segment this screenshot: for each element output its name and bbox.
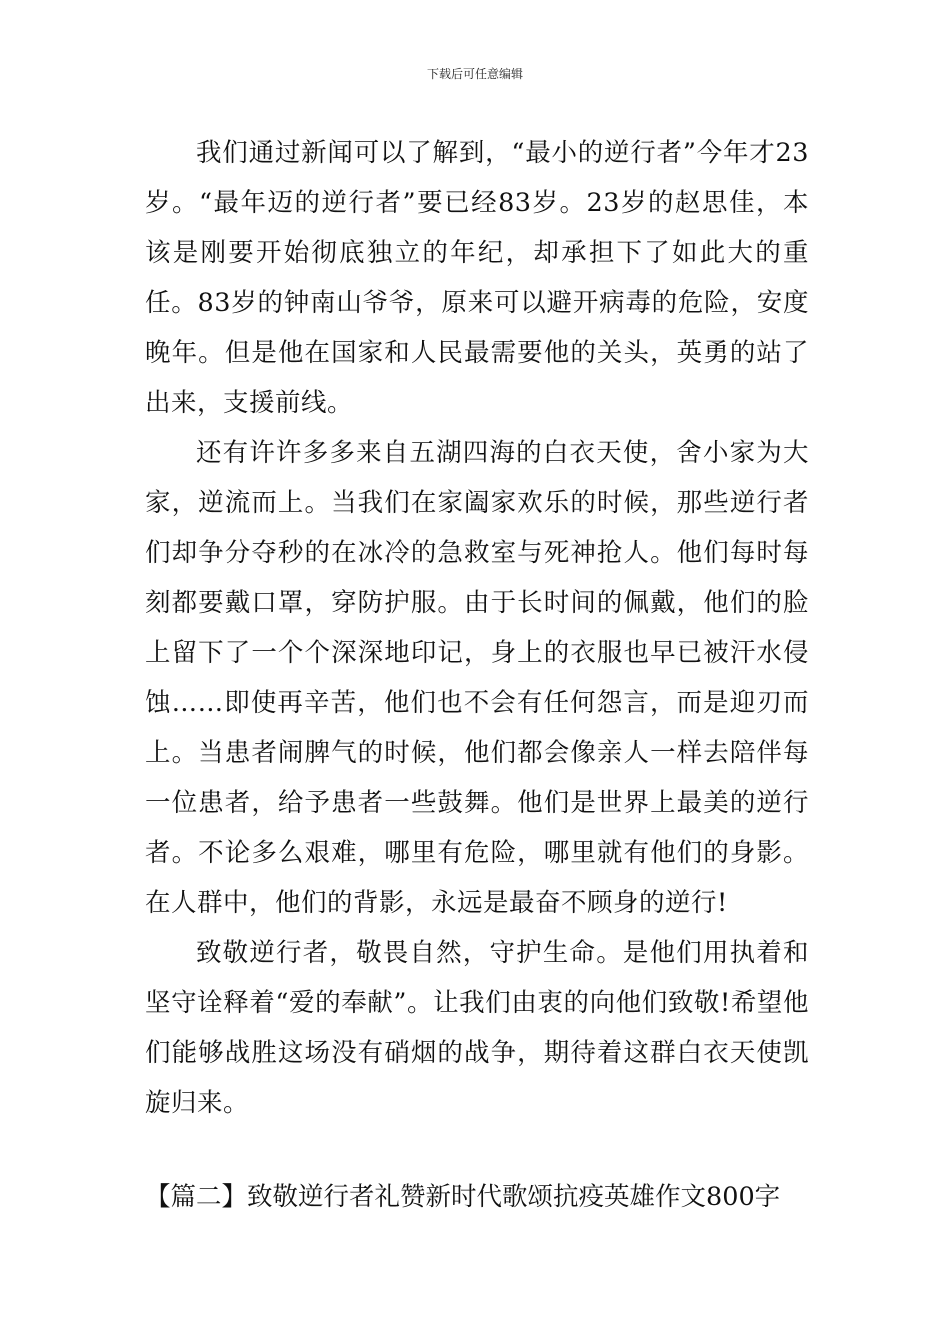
section-heading: 【篇二】致敬逆行者礼赞新时代歌颂抗疫英雄作文800字 bbox=[145, 1182, 781, 1212]
paragraph-1: 我们通过新闻可以了解到，“最小的逆行者”今年才23岁。“最年迈的逆行者”要已经83岁。23岁的赵思佳，本该是刚要开始彻底独立的年纪，却承担下了如此大的重任。83岁的钟南山爷爷，原来可以避开病毒的危险，安度晚年。但是他在国家和人民最需要他的关头，英勇的站了出来，支援前线。 bbox=[145, 138, 809, 418]
paragraph-2: 还有许许多多来自五湖四海的白衣天使，舍小家为大家，逆流而上。当我们在家阖家欢乐的时候，那些逆行者们却争分夺秒的在冰冷的急救室与死神抢人。他们每时每刻都要戴口罩，穿防护服。由于长时间的佩戴，他们的脸上留下了一个个深深地印记，身上的衣服也早已被汗水侵蚀……即使再辛苦，他们也不会有任何怨言，而是迎刃而上。当患者闹脾气的时候，他们都会像亲人一样去陪伴每一位患者，给予患者一些鼓舞。他们是世界上最美的逆行者。不论多么艰难，哪里有危险，哪里就有他们的身影。在人群中，他们的背影，永远是最奋不顾身的逆行! bbox=[145, 438, 809, 918]
page-header-note: 下载后可任意编辑 bbox=[426, 67, 523, 81]
article-body bbox=[145, 128, 809, 1128]
paragraph-3: 致敬逆行者，敬畏自然，守护生命。是他们用执着和坚守诠释着“爱的奉献”。让我们由衷的向他们致敬!希望他们能够战胜这场没有硝烟的战争，期待着这群白衣天使凯旋归来。 bbox=[145, 938, 809, 1118]
